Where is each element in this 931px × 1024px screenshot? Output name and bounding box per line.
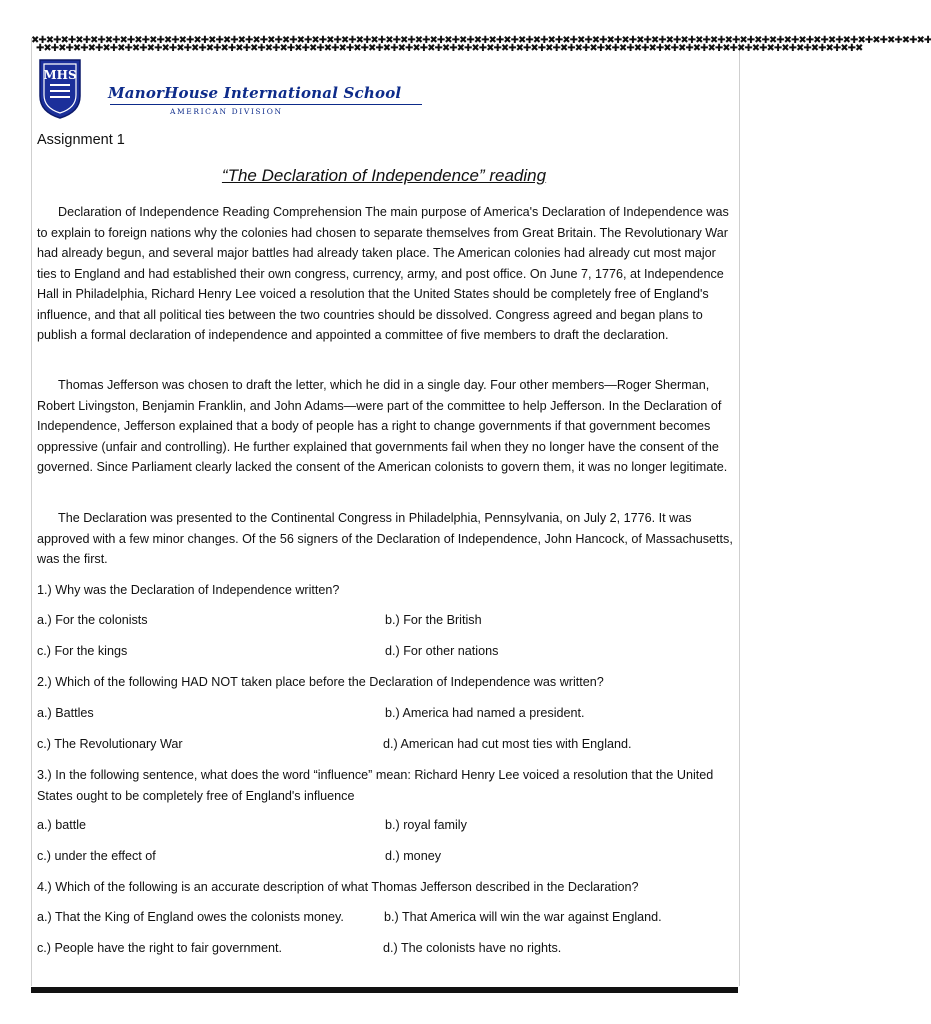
school-name-underline: [110, 104, 422, 105]
q4-option-d: d.) The colonists have no rights.: [383, 941, 562, 955]
school-logo: [36, 56, 84, 120]
q2-option-b: b.) America had named a president.: [385, 706, 585, 720]
question-4: 4.) Which of the following is an accurate description of what Thomas Jefferson described in the Declaration?: [37, 880, 639, 894]
star-border-decoration: ✖✚✖✚✖✚✖✚✖✚✖✚✖✚✖✚✖✚✖✚✖✚✖✚✖✚✖✚✖✚✖✚✖✚✖✚✖✚✖✚✖✚✖✚✖✚✖✚✖✚✖✚✖✚✖✚✖✚✖✚✖✚✖✚✖✚✖✚✖✚✖✚✖✚✖✚✖✚✖✚✖✚✖✚✖✚✖✚✖✚✖✚✖✚✖✚✖✚✖✚✖✚✖✚✖✚✖✚✖✚✖✚✖✚✖✚✖✚✖✚✖✚ ✚✖✚✖✚✖✚✖✚✖✚✖✚✖✚✖✚✖✚✖✚✖✚✖✚✖✚✖✚✖✚✖✚✖✚✖✚✖✚✖✚✖✚✖✚✖✚✖✚✖✚✖✚✖✚✖✚✖✚✖✚✖✚✖✚✖✚✖✚✖✚✖✚✖✚✖✚✖✚✖✚✖✚✖✚✖✚✖✚✖✚✖✚✖✚✖✚✖✚✖✚✖✚✖✚✖✚✖✚✖✚✖: [31, 35, 931, 54]
q1-option-c: c.) For the kings: [37, 644, 128, 658]
q3-option-b: b.) royal family: [385, 818, 467, 832]
q3-option-a: a.) battle: [37, 818, 87, 832]
assignment-label: Assignment 1: [37, 132, 125, 148]
q3-option-d: d.) money: [385, 849, 441, 863]
q4-option-b: b.) That America will win the war against England.: [384, 910, 662, 924]
q2-option-c: c.) The Revolutionary War: [37, 737, 183, 751]
q4-option-c: c.) People have the right to fair government.: [37, 941, 283, 955]
bottom-border: [31, 987, 738, 993]
q1-option-b: b.) For the British: [385, 613, 482, 627]
q3-option-c: c.) under the effect of: [37, 849, 156, 863]
q2-option-a: a.) Battles: [37, 706, 94, 720]
page-title: “The Declaration of Independence” reading: [221, 166, 547, 185]
school-name: ManorHouse International School: [108, 84, 402, 102]
paragraph-1: Declaration of Independence Reading Comprehension The main purpose of America's Declaration of Independence was to explain to foreign nations why the colonies had chosen to separate themselves from Great Britain. The Revolutionary War had already begun, and several major battles had already taken place. The American colonies had already cut most major ties to England and had established their own congress, currency, army, and post office. On June 7, 1776, at Independence Hall in Philadelphia, Richard Henry Lee voiced a resolution that the United States should be completely free of England's influence, and that all political ties between the two countries should be dissolved. Congress agreed and began plans to publish a formal declaration of independence and appointed a committee of five members to draft the declaration.: [37, 205, 729, 342]
q2-option-d: d.) American had cut most ties with England.: [383, 737, 632, 751]
q4-option-a: a.) That the King of England owes the colonists money.: [37, 910, 344, 924]
question-1: 1.) Why was the Declaration of Independence written?: [37, 583, 340, 597]
logo-letter-m: MHS: [43, 68, 77, 82]
q1-option-d: d.) For other nations: [385, 644, 499, 658]
q1-option-a: a.) For the colonists: [37, 613, 148, 627]
paragraph-3: The Declaration was presented to the Continental Congress in Philadelphia, Pennsylvania, on July 2, 1776. It was approved with a few minor changes. Of the 56 signers of the Declaration of Independence, John Hancock, of Massachusetts, was the first.: [37, 511, 733, 566]
division-label: AMERICAN DIVISION: [170, 107, 283, 116]
question-3: 3.) In the following sentence, what does the word “influence” mean: Richard Henry Lee voiced a resolution that the United States ought to be completely free of England's influence: [37, 768, 714, 803]
paragraph-2: Thomas Jefferson was chosen to draft the letter, which he did in a single day. Four other members—Roger Sherman, Robert Livingston, Benjamin Franklin, and John Adams—were part of the committee to help Jefferson. In the Declaration of Independence, Jefferson explained that a body of people has a right to change governments if that government becomes oppressive (unfair and controlling). He further explained that governments fail when they no longer have the consent of the governed. Since Parliament clearly lacked the consent of the American colonists to govern them, it was no longer legitimate.: [37, 378, 728, 474]
question-2: 2.) Which of the following HAD NOT taken place before the Declaration of Independence was written?: [37, 675, 604, 689]
